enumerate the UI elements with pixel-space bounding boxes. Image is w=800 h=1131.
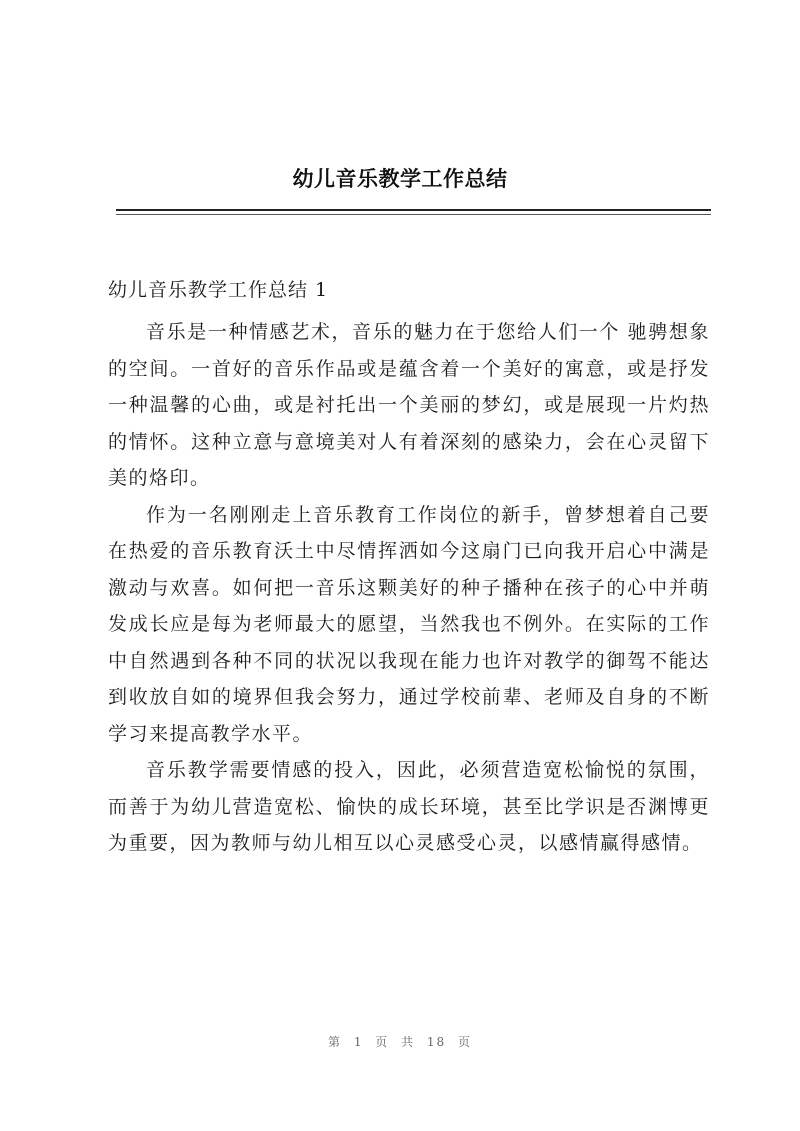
- page-footer: 第 1 页 共 18 页: [328, 1035, 472, 1049]
- body-text: [108, 314, 710, 862]
- paragraph-2: 作为一名刚刚走上音乐教育工作岗位的新手，曾梦想着自己要在热爱的音乐教育沃土中尽情挥洒如今这扇门已向我开启心中满是激动与欢喜。如何把一音乐这颗美好的种子播种在孩子的心中并萌发成长应是每为老师最大的愿望，当然我也不例外。在实际的工作中自然遇到各种不同的状况以我现在能力也许对教学的御驾不能达到收放自如的境界但我会努力，通过学校前辈、老师及自身的不断学习来提高教学水平。: [108, 503, 710, 745]
- paragraph-3: 音乐教学需要情感的投入，因此，必须营造宽松愉悦的氛围，而善于为幼儿营造宽松、愉快的成长环境，甚至比学识是否渊博更为重要，因为教师与幼儿相互以心灵感受心灵，以感情赢得感情。: [108, 759, 710, 854]
- page-title: 幼儿音乐教学工作总结: [292, 167, 508, 191]
- paragraph-1: 音乐是一种情感艺术，音乐的魅力在于您给人们一个 驰骋想象的空间。一首好的音乐作品或是蕴含着一个美好的寓意，或是抒发一种温馨的心曲，或是衬托出一个美丽的梦幻，或是展现一片灼热的情怀。这种立意与意境美对人有着深刻的感染力，会在心灵留下美的烙印。: [108, 321, 710, 489]
- title-divider: [116, 209, 711, 211]
- section-heading: 幼儿音乐教学工作总结 1: [108, 279, 329, 301]
- title-divider-thin: [116, 214, 711, 215]
